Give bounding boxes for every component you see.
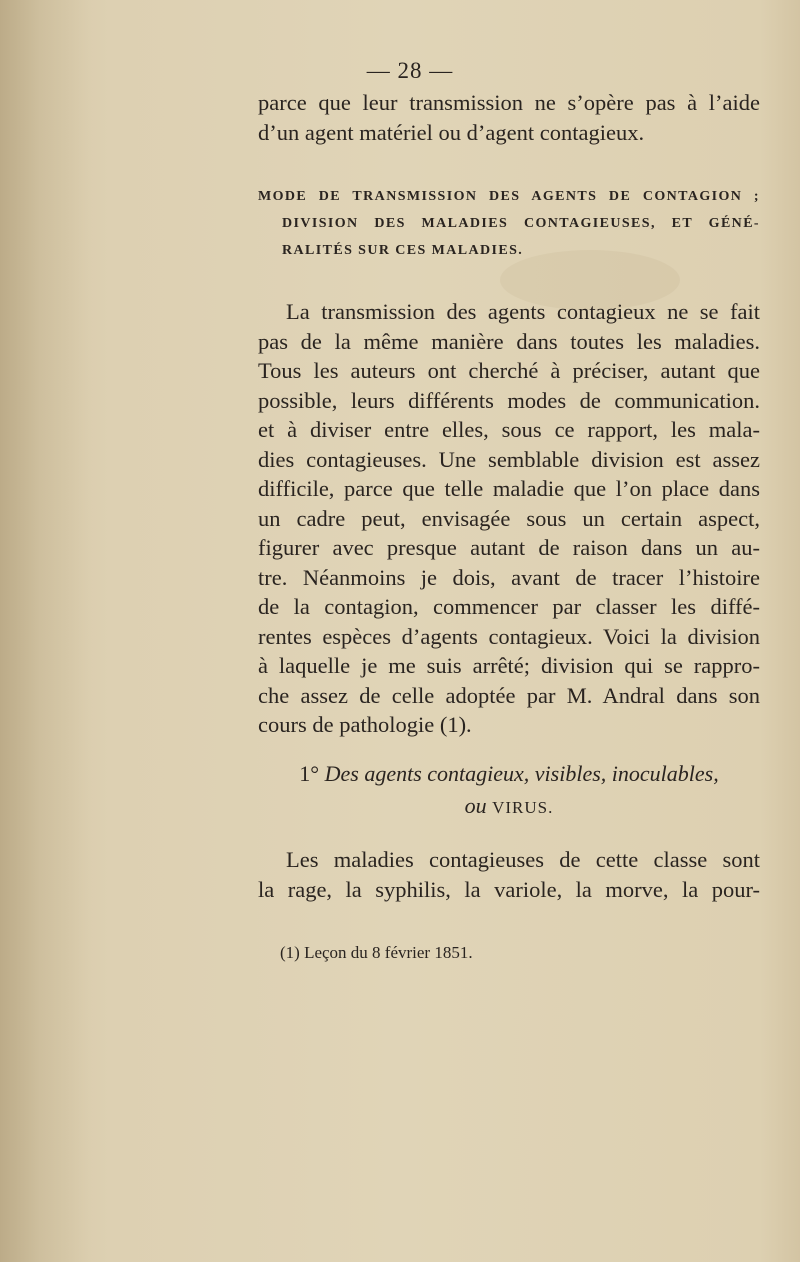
text-line: et à diviser entre elles, sous ce rapport, les mala- (258, 417, 760, 442)
text-line: d’un agent matériel ou d’agent contagieux. (258, 119, 645, 145)
text-line: possible, leurs différents modes de communication. (258, 387, 760, 413)
subheading-caps: VIRUS. (492, 798, 554, 817)
subheading-italic: Des agents contagieux, visibles, inoculables, (324, 761, 719, 786)
text-line: figurer avec presque autant de raison dans un au- (258, 535, 760, 560)
subheading-line (258, 758, 760, 790)
text-line: pas de la même manière dans toutes les maladies. (258, 328, 760, 354)
text-line: la rage, la syphilis, la variole, la morve, la pour- (258, 876, 760, 902)
main-paragraph (258, 297, 760, 740)
text-line: che assez de celle adoptée par M. Andral dans son (258, 682, 760, 708)
footnote: (1) Leçon du 8 février 1851. (280, 943, 473, 962)
text-line: à laquelle je me suis arrêté; division qui se rappro- (258, 653, 760, 678)
text-line: un cadre peut, envisagée sous un certain aspect, (258, 505, 760, 531)
subheading-line (258, 790, 760, 822)
subheading-italic-or: ou (464, 793, 487, 818)
page-number: — 28 — (366, 58, 454, 83)
text-line: rentes espèces d’agents contagieux. Voici la division (258, 623, 760, 649)
subheading-number: 1° (299, 761, 320, 786)
section-heading (258, 183, 760, 264)
text-line: dies contagieuses. Une semblable division est assez (258, 446, 760, 472)
paper-stain (0, 0, 90, 1262)
text-line: tre. Néanmoins je dois, avant de tracer l’histoire (258, 564, 760, 590)
text-line: La transmission des agents contagieux ne se fait (286, 299, 760, 324)
text-line: cours de pathologie (1). (258, 712, 472, 737)
intro-paragraph (258, 88, 760, 147)
heading-line: RALITÉS SUR CES MALADIES. (282, 243, 524, 258)
text-line: de la contagion, commencer par classer les diffé- (258, 594, 760, 619)
subsection-heading (258, 758, 760, 822)
text-line: Tous les auteurs ont cherché à préciser, autant que (258, 358, 760, 383)
heading-line: MODE DE TRANSMISSION DES AGENTS DE CONTAGION ; (258, 189, 760, 204)
text-line: Les maladies contagieuses de cette classe sont (286, 847, 760, 872)
next-paragraph (258, 845, 760, 904)
heading-line: DIVISION DES MALADIES CONTAGIEUSES, ET GÉNÉ- (282, 216, 760, 231)
text-line: parce que leur transmission ne s’opère pas à l’aide (258, 90, 760, 115)
text-line: difficile, parce que telle maladie que l’on place dans (258, 476, 760, 501)
